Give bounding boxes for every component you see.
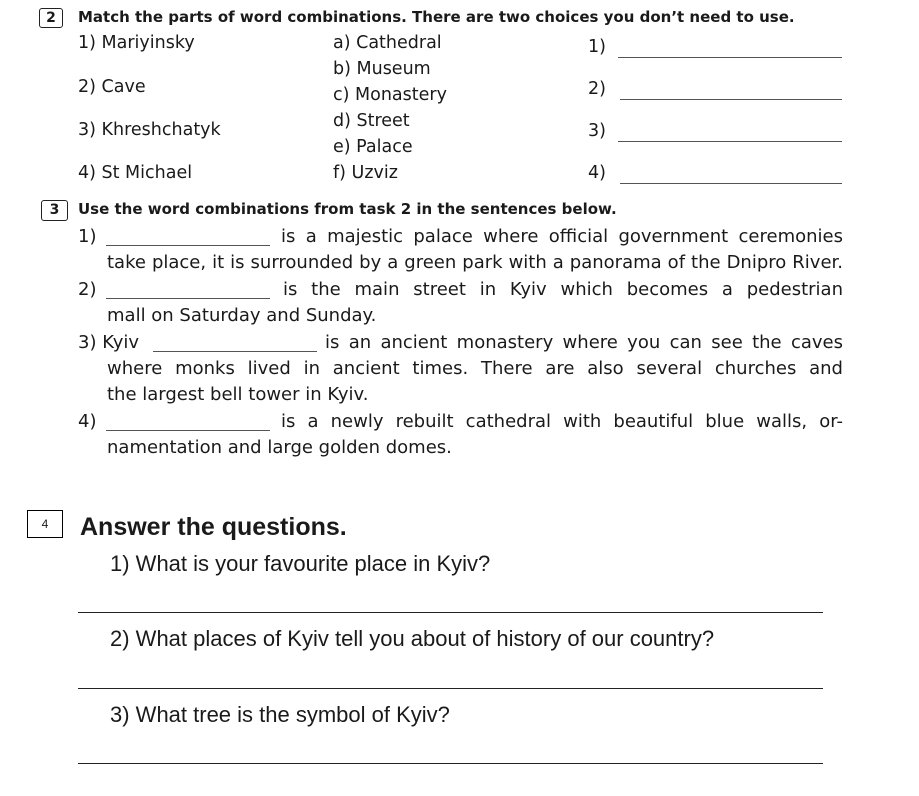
task-3-sentence-1-line-2: take place, it is surrounded by a green park with a panorama of the Dnipro River. [107, 252, 843, 273]
task-3-sentence-2-number: 2) [78, 279, 97, 300]
task-4-question-2: 2) What places of Kyiv tell you about of history of our country? [110, 626, 715, 651]
task-2-answer-blank-2[interactable] [620, 99, 842, 100]
task-2-answer-blank-4[interactable] [620, 183, 842, 184]
task-2-left-item-2: 2) Cave [78, 77, 146, 97]
task-2-number-box: 2 [39, 8, 63, 28]
task-3-sentence-2-blank[interactable] [106, 298, 270, 299]
task-2-answer-blank-3[interactable] [618, 141, 842, 142]
task-2-option-d: d) Street [333, 111, 410, 131]
task-3-sentence-3-line-1: is an ancient monastery where you can see the caves [325, 332, 843, 353]
task-3-sentence-4-line-2: namentation and large golden domes. [107, 437, 452, 458]
task-4-answer-line-1[interactable] [78, 612, 823, 613]
task-4-answer-line-2[interactable] [78, 688, 823, 689]
task-3-sentence-3-line-2: where monks lived in ancient times. There are also several churches and [107, 358, 843, 379]
task-3-sentence-4-blank[interactable] [106, 430, 270, 431]
task-2-answer-label-1: 1) [588, 37, 606, 57]
task-3-sentence-3-blank[interactable] [153, 351, 317, 352]
task-2-answer-blank-1[interactable] [618, 57, 842, 58]
task-3-sentence-2-line-2: mall on Saturday and Sunday. [107, 305, 377, 326]
task-3-sentence-3-line-3: the largest bell tower in Kyiv. [107, 384, 369, 405]
task-3-sentence-1-line-1: is a majestic palace where official government ceremonies [281, 226, 843, 247]
task-2-option-a: a) Cathedral [333, 33, 442, 53]
task-2-option-e: e) Palace [333, 137, 413, 157]
task-2-left-item-1: 1) Mariyinsky [78, 33, 195, 53]
task-2-option-c: c) Monastery [333, 85, 447, 105]
task-2-answer-label-3: 3) [588, 121, 606, 141]
task-3-sentence-1-blank[interactable] [106, 245, 270, 246]
task-2-left-item-4: 4) St Michael [78, 163, 193, 183]
task-3-title: Use the word combinations from task 2 in the sentences below. [78, 200, 617, 218]
task-3-sentence-3-number: 3) Kyiv [78, 332, 139, 353]
task-4-answer-line-3[interactable] [78, 763, 823, 764]
task-2-answer-label-4: 4) [588, 163, 606, 183]
task-2-option-f: f) Uzviz [333, 163, 398, 183]
task-4-number-box: 4 [27, 510, 63, 538]
task-3-sentence-2-line-1: is the main street in Kyiv which becomes a pedestrian [283, 279, 843, 300]
task-3-sentence-1-number: 1) [78, 226, 97, 247]
task-4-question-3: 3) What tree is the symbol of Kyiv? [110, 702, 450, 727]
task-2-left-item-3: 3) Khreshchatyk [78, 120, 221, 140]
task-3-sentence-4-line-1: is a newly rebuilt cathedral with beautiful blue walls, or- [281, 411, 843, 432]
task-3-sentence-4-number: 4) [78, 411, 97, 432]
task-2-title: Match the parts of word combinations. There are two choices you don’t need to use. [78, 8, 795, 26]
task-3-number-box: 3 [41, 200, 68, 221]
task-2-option-b: b) Museum [333, 59, 431, 79]
task-2-answer-label-2: 2) [588, 79, 606, 99]
task-4-title: Answer the questions. [80, 513, 347, 541]
task-4-question-1: 1) What is your favourite place in Kyiv? [110, 551, 491, 576]
